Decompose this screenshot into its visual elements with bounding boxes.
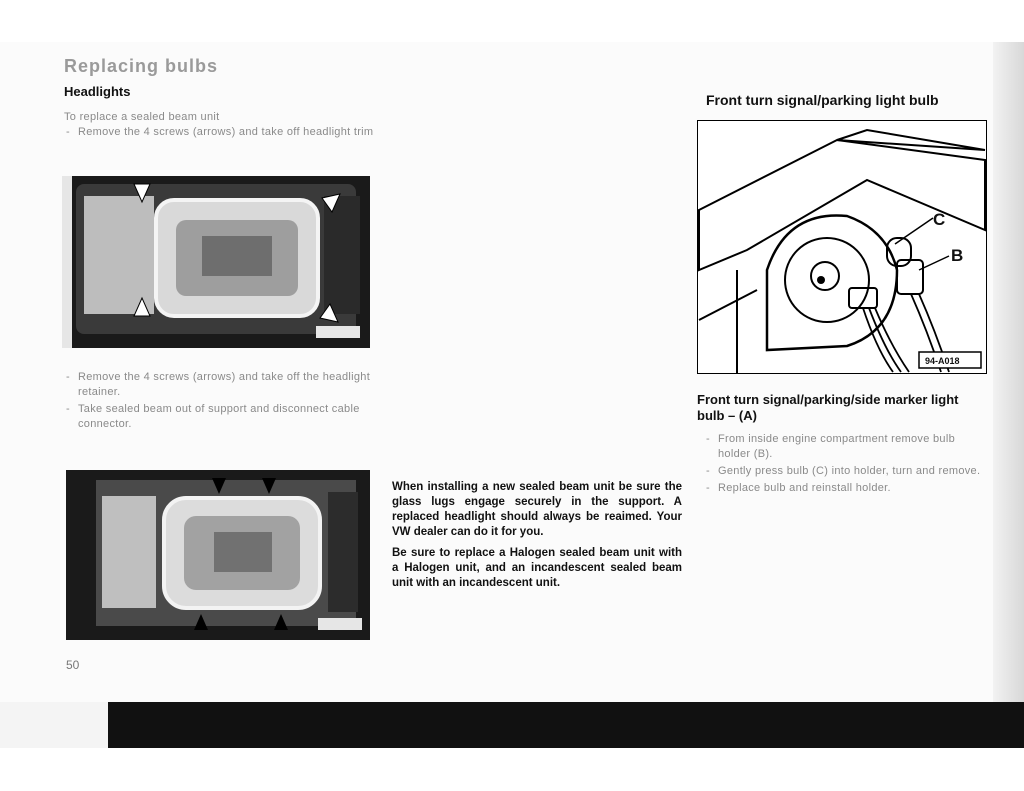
label-b: B [951,246,964,265]
section-title: Replacing bulbs [64,56,219,76]
warning-para-2: Be sure to replace a Halogen sealed beam unit with a Halogen unit, and an incandescent sealed beam unit with an incandescent unit. [392,547,682,589]
turn-signal-heading: Front turn signal/parking light bulb [706,92,939,108]
headlights-intro-block [64,110,374,142]
turn-signal-drawing [697,120,987,374]
turn-signal-step-2: - Gently press bulb (C) into holder, turn and remove. [704,464,984,479]
headlight-step-3: - Take sealed beam out of support and disconnect cable connector. [64,402,374,432]
turn-signal-figure [697,120,987,374]
turn-signal-caption: Front turn signal/parking/side marker light bulb – (A) [697,392,959,423]
warning-block [392,480,682,591]
turn-signal-step-3: - Replace bulb and reinstall holder. [704,481,984,496]
warning-para-1: When installing a new sealed beam unit be sure the glass lugs engage securely in the support. A replaced headlight should always be reaimed. Your VW dealer can do it for you. [392,481,682,538]
headlight-step-1: - Remove the 4 screws (arrows) and take off headlight trim [64,125,374,140]
turn-signal-steps-block [704,432,984,498]
turn-signal-step-1: - From inside engine compartment remove bulb holder (B). [704,432,984,462]
headlights-steps-block [64,370,374,434]
headlight-trim-figure [62,176,370,348]
page-number: 50 [66,658,80,672]
label-c: C [933,210,946,229]
headlights-heading: Headlights [64,84,131,99]
headlight-step-2: - Remove the 4 screws (arrows) and take off the headlight retainer. [64,370,374,400]
intro-text: To replace a sealed beam unit [64,111,220,123]
figure-code: 94-A018 [925,356,960,366]
headlight-retainer-figure [66,470,370,640]
page-edge [993,42,1024,702]
corner-scribble [0,702,108,748]
dark-background-band [108,702,1024,748]
